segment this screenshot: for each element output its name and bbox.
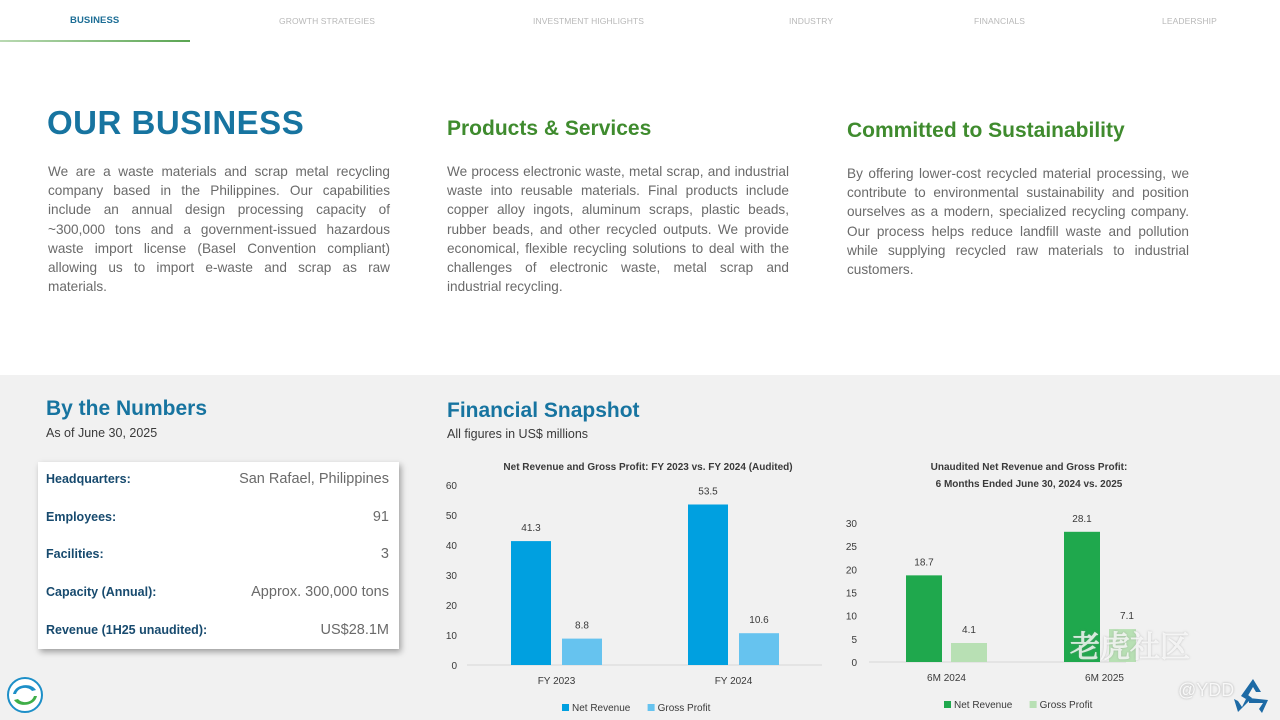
numbers-row-revenue bbox=[38, 613, 399, 651]
page-title: OUR BUSINESS bbox=[47, 104, 305, 141]
data-label: 18.7 bbox=[914, 557, 934, 569]
numbers-value: US$28.1M bbox=[320, 622, 389, 638]
bar-net-revenue bbox=[688, 505, 728, 666]
tab-growth-strategies[interactable]: GROWTH STRATEGIES bbox=[279, 16, 375, 26]
y-tick-label: 10 bbox=[845, 611, 857, 623]
watermark-text: 老虎社区 bbox=[1070, 631, 1190, 664]
x-tick-label: FY 2023 bbox=[537, 676, 576, 687]
tab-investment-highlights[interactable]: INVESTMENT HIGHLIGHTS bbox=[533, 16, 645, 26]
x-tick-label: 6M 2025 bbox=[1085, 673, 1124, 684]
data-label: 28.1 bbox=[1072, 513, 1092, 525]
data-label: 53.5 bbox=[698, 486, 718, 498]
legend-swatch bbox=[562, 704, 569, 711]
tab-business[interactable]: BUSINESS bbox=[70, 15, 120, 26]
numbers-row-headquarters bbox=[38, 462, 399, 500]
data-label: 41.3 bbox=[521, 523, 541, 535]
active-tab-underline bbox=[0, 40, 190, 42]
numbers-value: San Rafael, Philippines bbox=[239, 471, 389, 487]
numbers-label: Revenue (1H25 unaudited): bbox=[46, 623, 208, 637]
numbers-card bbox=[38, 462, 399, 649]
business-description: We are a waste materials and scrap metal recycling company based in the Philippines. Our capabilities include an annual design processing capacity of ~300,000 tons and a government-issued hazardous waste import license (Basel Convention compliant) allowing us to import e-waste and scrap as raw materials. bbox=[48, 164, 390, 295]
y-tick-label: 60 bbox=[445, 481, 457, 492]
bar-net-revenue bbox=[511, 541, 551, 665]
numbers-row-employees bbox=[38, 500, 399, 538]
data-label: 8.8 bbox=[575, 620, 589, 632]
y-tick-label: 50 bbox=[445, 511, 457, 522]
legend-swatch bbox=[1030, 701, 1037, 708]
y-tick-label: 10 bbox=[445, 631, 457, 642]
x-tick-label: FY 2024 bbox=[714, 676, 753, 687]
sustainability-title: Committed to Sustainability bbox=[847, 119, 1125, 142]
legend-swatch bbox=[648, 704, 655, 711]
numbers-value: 91 bbox=[372, 509, 389, 525]
bar-gross-profit bbox=[562, 639, 602, 665]
tab-industry[interactable]: INDUSTRY bbox=[789, 16, 834, 26]
numbers-row-capacity bbox=[38, 575, 399, 613]
legend-label: Gross Profit bbox=[1039, 700, 1093, 711]
legend-label: Net Revenue bbox=[572, 703, 631, 714]
numbers-label: Employees: bbox=[46, 510, 117, 524]
data-label: 4.1 bbox=[962, 625, 976, 637]
watermark-handle: @YDD bbox=[1178, 680, 1235, 700]
sustainability-description: By offering lower-cost recycled material processing, we contribute to environmental sustainability and position ourselves as a modern, specialized recycling company. Our process helps reduce landfill waste and pollution while supplying recycled raw materials to industrial customers. bbox=[847, 166, 1189, 278]
numbers-label: Capacity (Annual): bbox=[46, 585, 157, 599]
recycle-swirl-logo-icon bbox=[6, 676, 44, 714]
numbers-label: Headquarters: bbox=[46, 472, 131, 486]
y-tick-label: 20 bbox=[445, 601, 457, 612]
data-label: 10.6 bbox=[749, 615, 769, 627]
x-tick-label: 6M 2024 bbox=[927, 673, 966, 684]
bar-net-revenue bbox=[906, 575, 942, 662]
products-title: Products & Services bbox=[447, 117, 652, 140]
y-tick-label: 20 bbox=[845, 565, 857, 577]
numbers-value: Approx. 300,000 tons bbox=[251, 584, 389, 600]
numbers-label: Facilities: bbox=[46, 547, 104, 561]
y-tick-label: 30 bbox=[845, 519, 857, 530]
snapshot-title: Financial Snapshot bbox=[447, 399, 640, 422]
numbers-title: By the Numbers bbox=[46, 397, 208, 420]
numbers-value: 3 bbox=[380, 546, 389, 562]
bar-gross-profit bbox=[739, 633, 779, 665]
chart-title: Unaudited Net Revenue and Gross Profit: bbox=[930, 462, 1128, 473]
bar-gross-profit bbox=[951, 643, 987, 662]
tab-leadership[interactable]: LEADERSHIP bbox=[1162, 16, 1217, 26]
chart-title: Net Revenue and Gross Profit: FY 2023 vs. FY 2024 (Audited) bbox=[503, 462, 793, 473]
y-tick-label: 15 bbox=[845, 588, 857, 600]
chart-fy-audited bbox=[440, 455, 830, 717]
recycle-arrows-icon bbox=[1232, 676, 1274, 716]
legend-label: Gross Profit bbox=[657, 703, 711, 714]
numbers-row-facilities bbox=[38, 537, 399, 575]
products-description: We process electronic waste, metal scrap, and industrial waste into reusable materials. Final products include copper alloy ingots, aluminum scraps, plastic beads, rubber beads, and other recycled outputs. We provide economical, flexible recycling solutions to deal with the challenges of electronic waste, metal scrap and industrial recycling. bbox=[447, 164, 789, 295]
y-tick-label: 25 bbox=[845, 542, 857, 554]
y-tick-label: 30 bbox=[445, 571, 457, 582]
chart-title-line2: 6 Months Ended June 30, 2024 vs. 2025 bbox=[935, 479, 1123, 490]
y-tick-label: 5 bbox=[851, 634, 857, 646]
y-tick-label: 0 bbox=[451, 661, 457, 672]
legend-swatch bbox=[944, 701, 951, 708]
top-nav bbox=[0, 0, 1280, 44]
numbers-subtitle: As of June 30, 2025 bbox=[46, 426, 158, 440]
y-tick-label: 40 bbox=[445, 541, 457, 552]
chart-6m-unaudited bbox=[836, 455, 1136, 717]
snapshot-subtitle: All figures in US$ millions bbox=[447, 427, 589, 441]
legend-label: Net Revenue bbox=[954, 700, 1013, 711]
y-tick-label: 0 bbox=[851, 658, 857, 669]
tab-financials[interactable]: FINANCIALS bbox=[974, 16, 1026, 26]
data-label: 7.1 bbox=[1120, 611, 1134, 623]
